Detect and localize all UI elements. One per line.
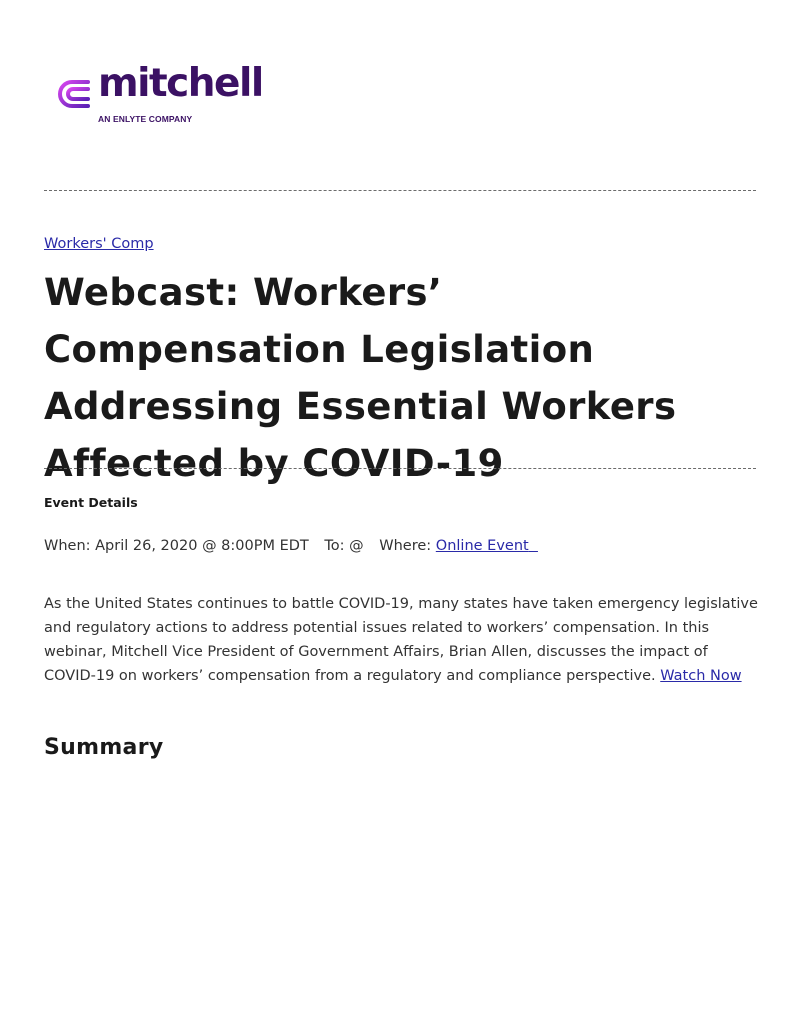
mitchell-logo-mark-icon xyxy=(58,76,94,112)
event-description xyxy=(44,592,760,688)
where-label: Where: xyxy=(379,538,432,554)
event-details-label: Event Details xyxy=(44,495,138,510)
when-label: When: xyxy=(44,538,91,554)
to-label: To: xyxy=(324,538,345,554)
page-title: Webcast: Workers’ Compensation Legislation Addressing Essential Workers Affected by COVID-19 xyxy=(44,271,677,485)
when-value: April 26, 2020 @ 8:00PM EDT xyxy=(95,538,309,554)
summary-heading: Summary xyxy=(44,735,164,760)
description-text: As the United States continues to battle COVID-19, many states have taken emergency legislative and regulatory actions to address potential issues related to workers’ compensation. In this webinar, Mitchell Vice President of Government Affairs, Brian Allen, discusses the impact of COVID-19 on workers’ compensation from a regulatory and compliance perspective. xyxy=(44,596,758,684)
category-link[interactable]: Workers' Comp xyxy=(44,236,154,252)
top-divider xyxy=(44,190,756,191)
brand-logo[interactable] xyxy=(58,61,263,128)
event-info-line xyxy=(44,538,538,554)
title-divider xyxy=(44,468,756,469)
brand-tagline: AN ENLYTE COMPANY xyxy=(98,114,193,124)
to-value: @ xyxy=(349,538,364,554)
brand-wordmark: mitchell xyxy=(98,61,263,106)
where-link[interactable]: Online Event xyxy=(435,538,529,554)
watch-now-link[interactable]: Watch Now xyxy=(660,668,742,684)
where-link-trailing[interactable] xyxy=(529,538,538,554)
